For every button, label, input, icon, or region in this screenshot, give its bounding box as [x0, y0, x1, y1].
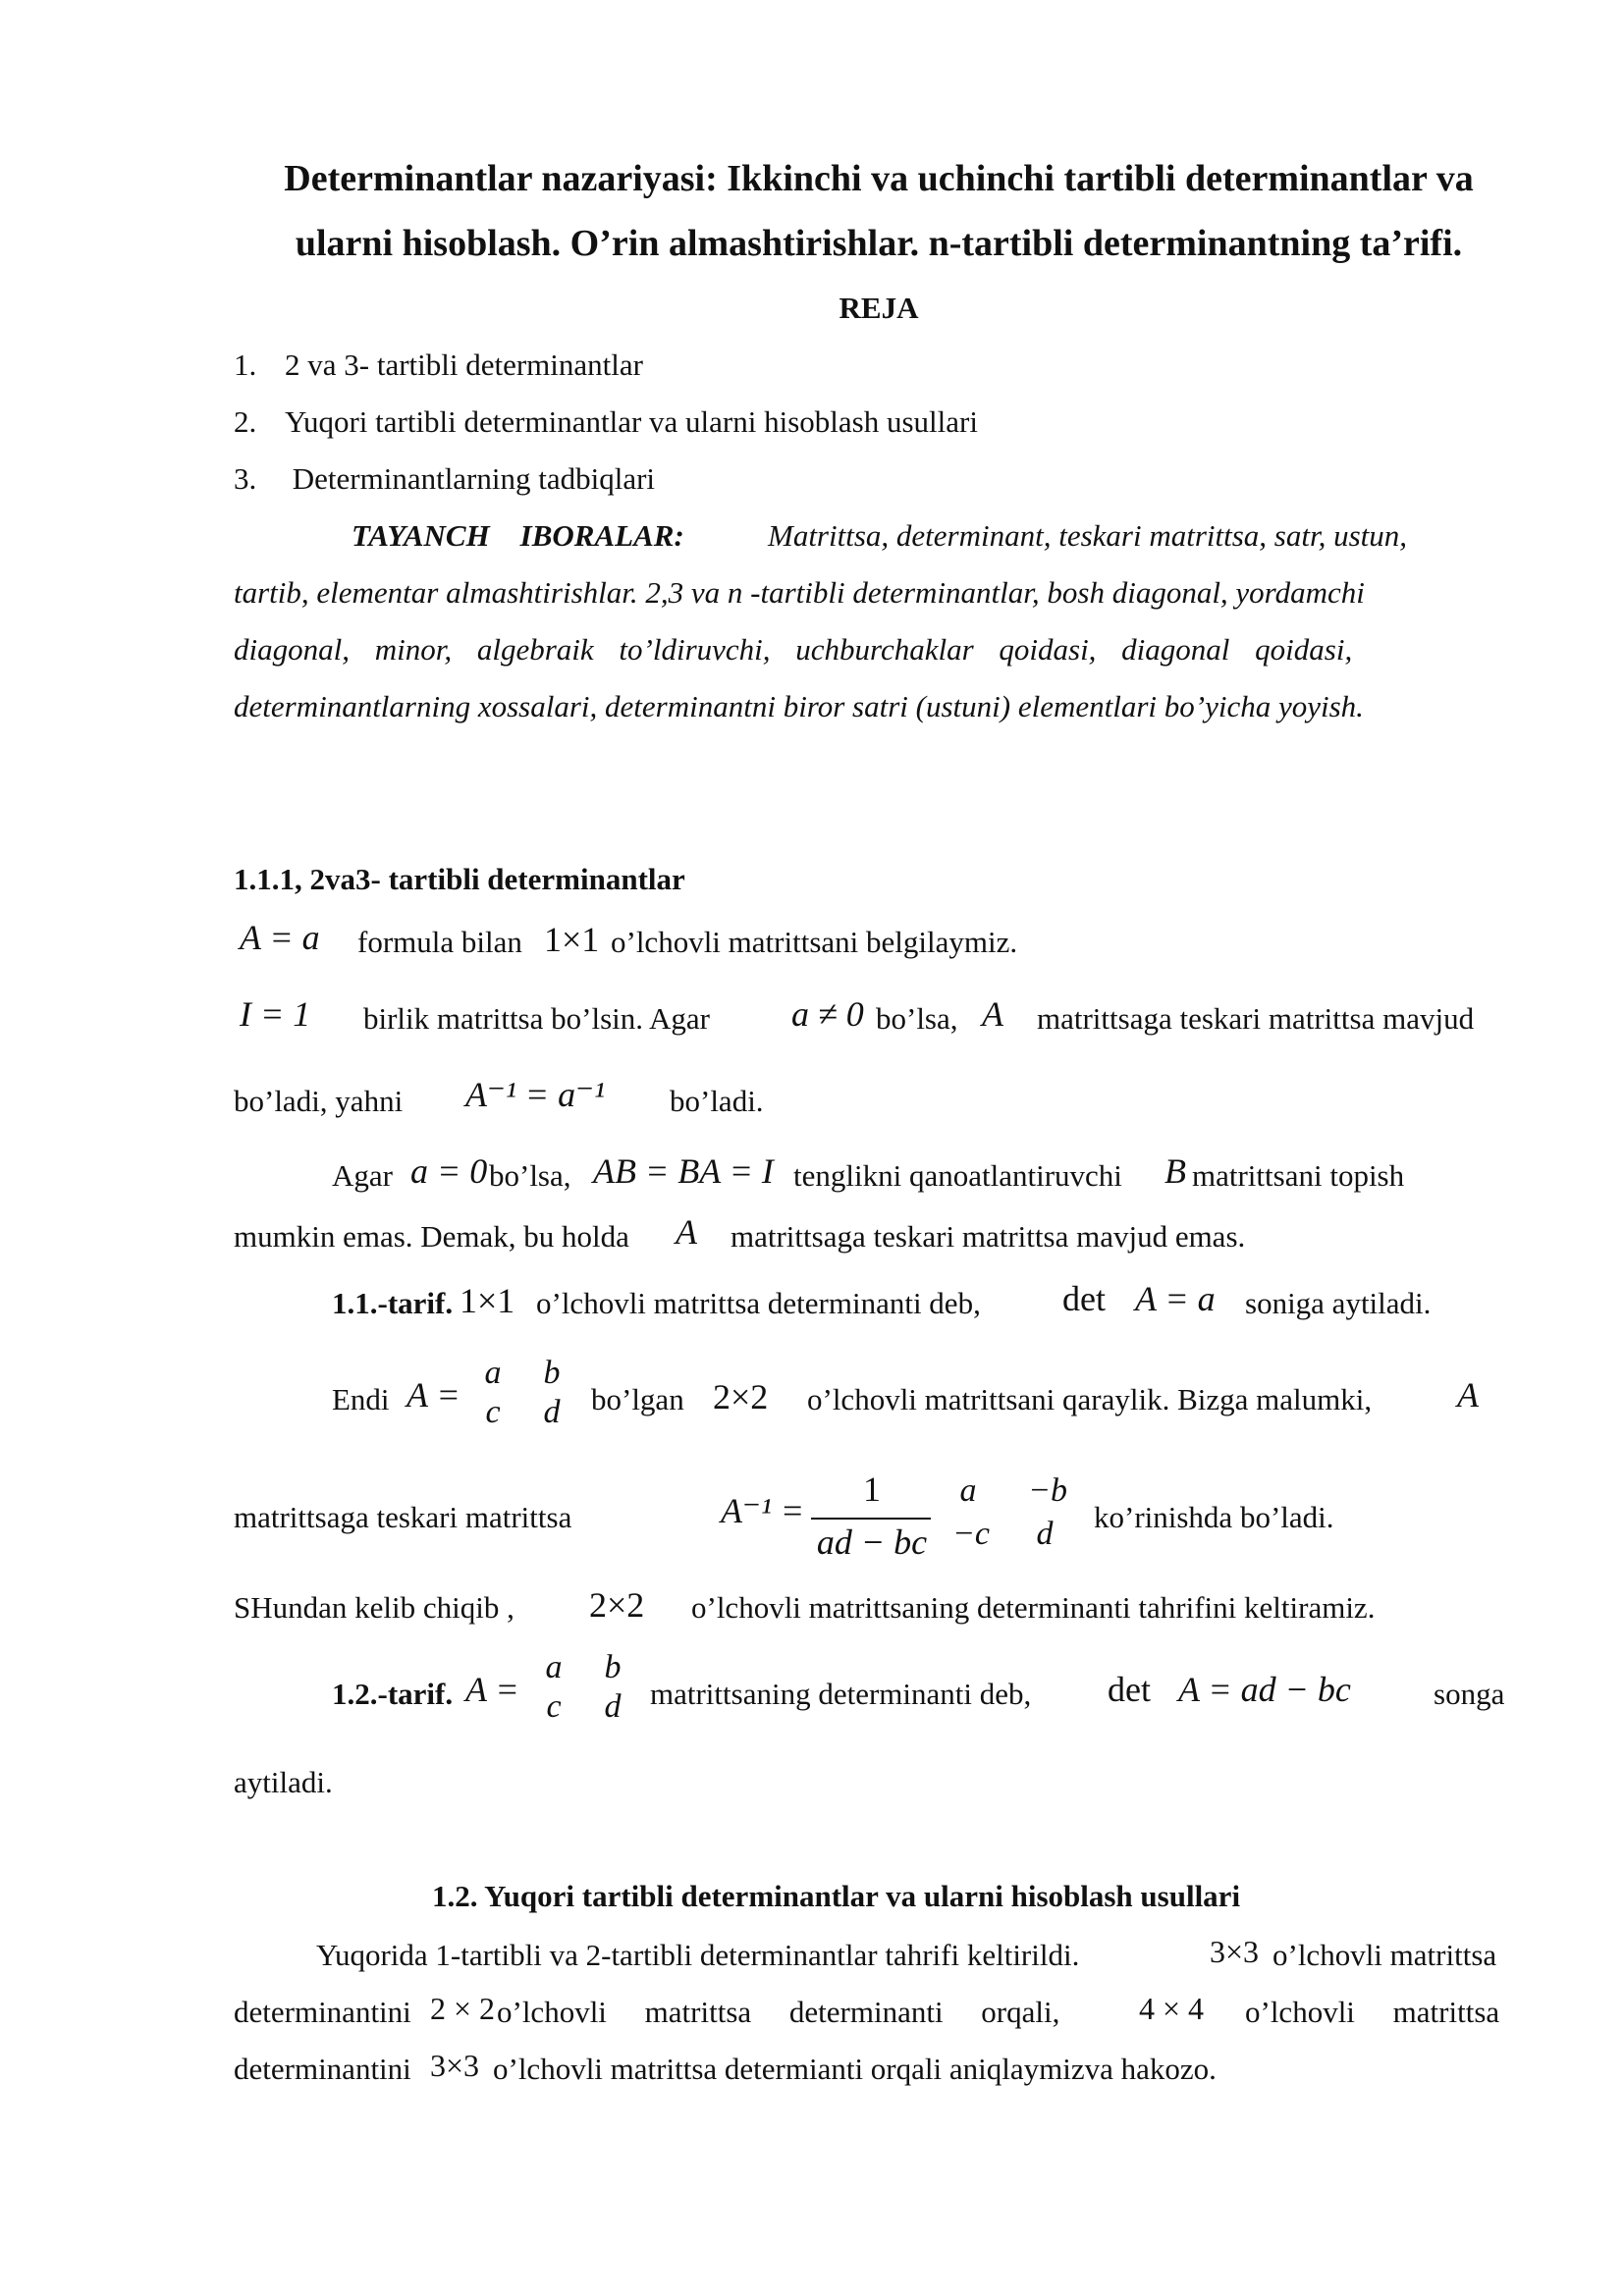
s2-l2-text-a: determinantini [234, 1995, 411, 2029]
keywords-line-1: Matrittsa, determinant, teskari matrittsa, satr, ustun, [768, 518, 1408, 553]
s2-l2-text-b: o’lchovli matrittsa determinanti orqali, [497, 1995, 1060, 2029]
p5-text-a: mumkin emas. Demak, bu holda [234, 1219, 629, 1254]
matrix-entry-d: d [543, 1394, 561, 1430]
def1-label: 1.1.-tarif. [332, 1286, 454, 1320]
endi-text-c: o’lchovli matrittsani qaraylik. Bizga malumki, [807, 1382, 1373, 1416]
inv-entry-a: a [959, 1472, 977, 1509]
reja-item-text: Yuqori tartibli determinantlar va ularni hisoblash usullari [285, 404, 978, 439]
keywords-label [352, 518, 684, 554]
formula-i-eq-1: I = 1 [240, 994, 311, 1034]
p5-matrix-A: A [676, 1212, 697, 1252]
s2-l1-text-b: o’lchovli matrittsa [1272, 1938, 1497, 1972]
p3-text-a: bo’ladi, yahni [234, 1084, 404, 1118]
title-line-2: ularni hisoblash. O’rin almashtirishlar. n-tartibli determinantning ta’rifi. [295, 223, 1463, 264]
p1-dim: 1×1 [544, 920, 600, 959]
def1-dim: 1×1 [460, 1281, 515, 1320]
p4-text-d: matrittsani topish [1192, 1158, 1405, 1193]
s2-l3-text-b: o’lchovli matrittsa determianti orqali aniqlaymizva hakozo. [493, 2052, 1217, 2086]
inv-text-b: ko’rinishda bo’ladi. [1094, 1500, 1334, 1534]
p2-text-a: birlik matrittsa bo’lsin. Agar [363, 1001, 711, 1036]
def2-text-b: matrittsaning determinanti deb, [650, 1677, 1032, 1711]
endi-text-b: bo’lgan [591, 1382, 684, 1416]
def2-entry-d: d [604, 1688, 622, 1725]
endi-A2: A [1457, 1375, 1479, 1415]
inv-entry-d: d [1036, 1516, 1054, 1552]
p2-text-b: bo’lsa, [876, 1001, 958, 1036]
formula-a-eq-a: A = a [240, 918, 320, 957]
def2-det: det [1108, 1670, 1151, 1709]
s2-l1-text-a: Yuqorida 1-tartibli va 2-tartibli determinantlar tahrifi keltirildi. [316, 1938, 1080, 1972]
matrix-entry-c: c [485, 1394, 501, 1430]
sh-text-b: o’lchovli matrittsaning determinanti tahrifini keltiramiz. [691, 1590, 1376, 1625]
s2-l3-dim: 3×3 [430, 2048, 480, 2083]
p4-text-b: bo’lsa, [489, 1158, 571, 1193]
def2-equation: A = ad − bc [1178, 1670, 1351, 1709]
def2-entry-b: b [604, 1649, 622, 1685]
keywords-line-2: tartib, elementar almashtirishlar. 2,3 va n -tartibli determinantlar, bosh diagonal, yordamchi [234, 575, 1365, 610]
p4-condition: a = 0 [410, 1151, 488, 1191]
def1-equation: A = a [1135, 1279, 1216, 1318]
keywords-line-3: diagonal, minor, algebraik to’ldiruvchi, uchburchaklar qoidasi, diagonal qoidasi, [234, 632, 1353, 667]
reja-item-number: 3. [234, 461, 257, 496]
formula-inverse-scalar: A⁻¹ = a⁻¹ [465, 1075, 605, 1114]
section-2-heading: 1.2. Yuqori tartibli determinantlar va ularni hisoblash usullari [432, 1879, 1241, 1913]
reja-item-text: Determinantlarning tadbiqlari [285, 461, 656, 496]
def1-text-b: soniga aytiladi. [1245, 1286, 1432, 1320]
inv-text-a: matrittsaga teskari matrittsa [234, 1500, 572, 1534]
s2-l2-text-c: o’lchovli matrittsa [1245, 1995, 1500, 2029]
p4-text-c: tenglikni qanoatlantiruvchi [793, 1158, 1122, 1193]
section-1-heading: 1.1.1, 2va3- tartibli determinantlar [234, 862, 685, 896]
s2-l2-dim-1: 2 × 2 [430, 1991, 496, 2026]
s2-l2-dim-2: 4 × 4 [1139, 1991, 1205, 2026]
def2-entry-a: a [545, 1649, 563, 1685]
reja-item-number: 1. [234, 347, 257, 382]
p2-text-c: matrittsaga teskari matrittsa mavjud [1037, 1001, 1475, 1036]
p5-text-b: matrittsaga teskari matrittsa mavjud emas. [731, 1219, 1246, 1254]
endi-text: Endi [332, 1382, 390, 1416]
p3-text-b: bo’ladi. [670, 1084, 764, 1118]
sh-dim: 2×2 [589, 1585, 645, 1625]
p2-matrix-A: A [982, 994, 1003, 1034]
endi-A: A = [406, 1375, 460, 1415]
inv-fraction-denominator: ad − bc [816, 1522, 928, 1562]
p2-condition: a ≠ 0 [791, 994, 864, 1034]
inv-lhs: A⁻¹ = [721, 1491, 805, 1530]
s2-l3-text-a: determinantini [234, 2052, 411, 2086]
p4-text-a: Agar [332, 1158, 393, 1193]
reja-item-text: 2 va 3- tartibli determinantlar [285, 347, 643, 382]
inv-fraction-bar [811, 1518, 931, 1520]
p1-text: formula bilan [357, 925, 522, 959]
inv-entry-minus-c: −c [951, 1516, 991, 1552]
title-line-1: Determinantlar nazariyasi: Ikkinchi va uchinchi tartibli determinantlar va [284, 158, 1474, 199]
def2-label: 1.2.-tarif. [332, 1677, 454, 1711]
reja-item-2 [234, 404, 978, 440]
reja-item-number: 2. [234, 404, 257, 439]
p4-matrix-B: B [1164, 1151, 1186, 1191]
matrix-entry-a: a [484, 1355, 502, 1391]
def1-text-a: o’lchovli matrittsa determinanti deb, [536, 1286, 981, 1320]
p1-tail: o’lchovli matrittsani belgilaymiz. [611, 925, 1018, 959]
keywords-label-text: TAYANCH IBORALAR: [352, 518, 684, 553]
inv-entry-minus-b: −b [1028, 1472, 1067, 1509]
reja-item-1 [234, 347, 643, 383]
def2-text-c: songa [1434, 1677, 1505, 1711]
def2-entry-c: c [546, 1688, 562, 1725]
def2-tail: aytiladi. [234, 1765, 333, 1799]
matrix-entry-b: b [543, 1355, 561, 1391]
sh-text-a: SHundan kelib chiqib , [234, 1590, 514, 1625]
def2-A: A = [465, 1670, 519, 1709]
keywords-line-4: determinantlarning xossalari, determinantni biror satri (ustuni) elementlari bo’yicha yoyish. [234, 689, 1364, 723]
endi-dim: 2×2 [713, 1377, 769, 1416]
p4-equation: AB = BA = I [593, 1151, 774, 1191]
reja-item-3 [234, 461, 655, 497]
def1-det: det [1062, 1279, 1106, 1318]
inv-fraction-numerator: 1 [863, 1469, 881, 1509]
reja-heading: REJA [839, 291, 919, 325]
s2-l1-dim: 3×3 [1210, 1934, 1260, 1969]
